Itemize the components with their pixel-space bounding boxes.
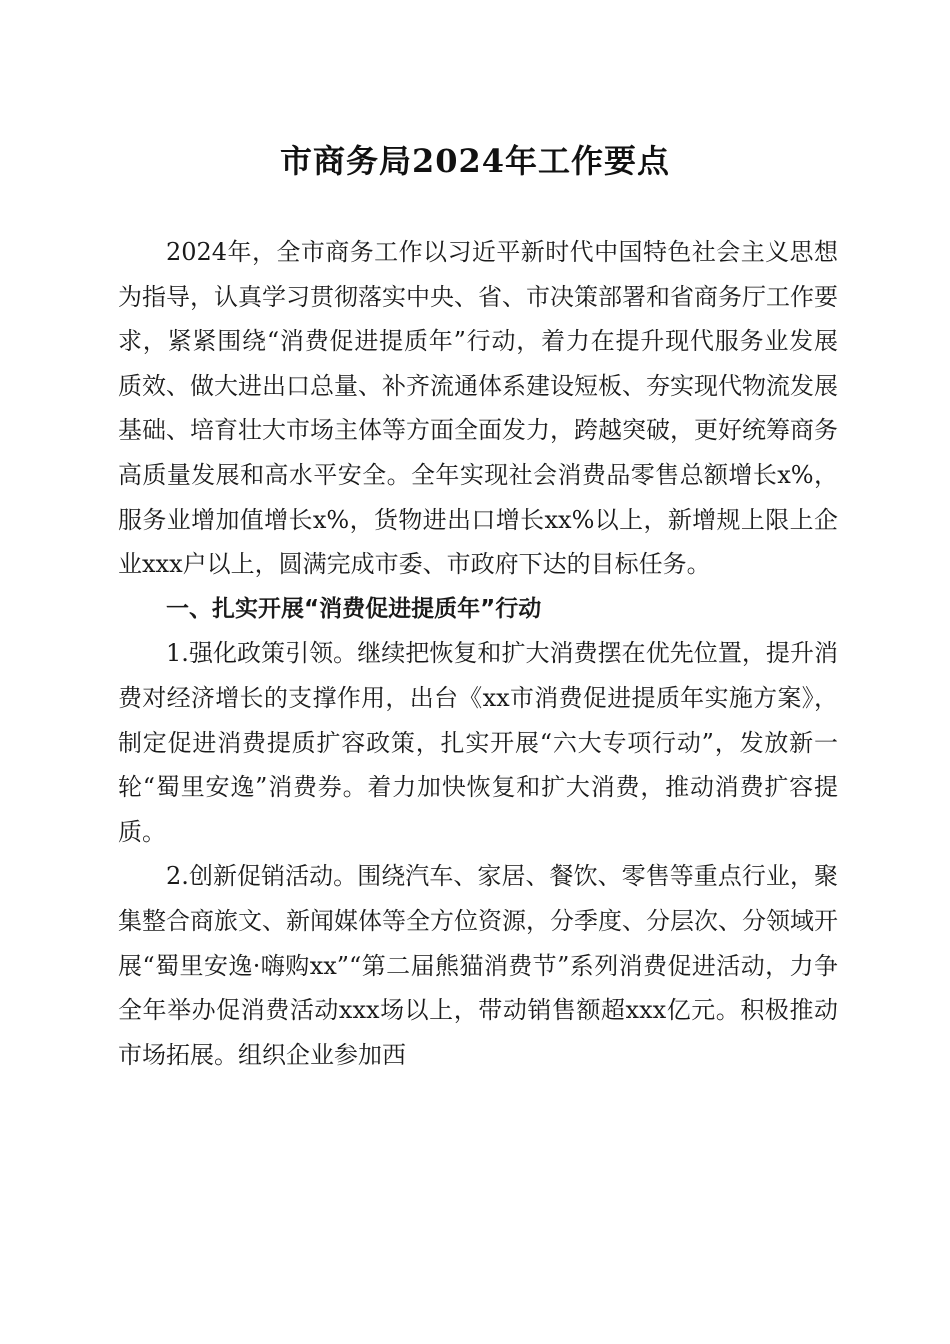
intro-paragraph: 2024年，全市商务工作以习近平新时代中国特色社会主义思想为指导，认真学习贯彻落实中央、省、市决策部署和省商务厅工作要求，紧紧围绕“消费促进提质年”行动，着力在提升现代服务业发展质效、做大进出口总量、补齐流通体系建设短板、夯实现代物流发展基础、培育壮大市场主体等方面全面发力，跨越突破，更好统筹商务高质量发展和高水平安全。全年实现社会消费品零售总额增长x%，服务业增加值增长x%，货物进出口增长xx%以上，新增规上限上企业xxx户以上，圆满完成市委、市政府下达的目标任务。 [118,238,838,579]
section-heading-1: 一、扎实开展“消费促进提质年”行动 [166,595,542,622]
item-paragraph-2: 2.创新促销活动。围绕汽车、家居、餐饮、零售等重点行业，聚集整合商旅文、新闻媒体等全方位资源，分季度、分层次、分领域开展“蜀里安逸·嗨购xx”“第二届熊猫消费节”系列消费促进活动，力争全年举办促消费活动xxx场以上，带动销售额超xxx亿元。积极推动市场拓展。组织企业参加西 [118,862,838,1069]
item-paragraph-1: 1.强化政策引领。继续把恢复和扩大消费摆在优先位置，提升消费对经济增长的支撑作用，出台《xx市消费促进提质年实施方案》，制定促进消费提质扩容政策，扎实开展“六大专项行动”，发放新一轮“蜀里安逸”消费券。着力加快恢复和扩大消费，推动消费扩容提质。 [118,639,838,846]
document-body [118,230,838,1077]
document-title: 市商务局2024年工作要点 [279,142,671,180]
